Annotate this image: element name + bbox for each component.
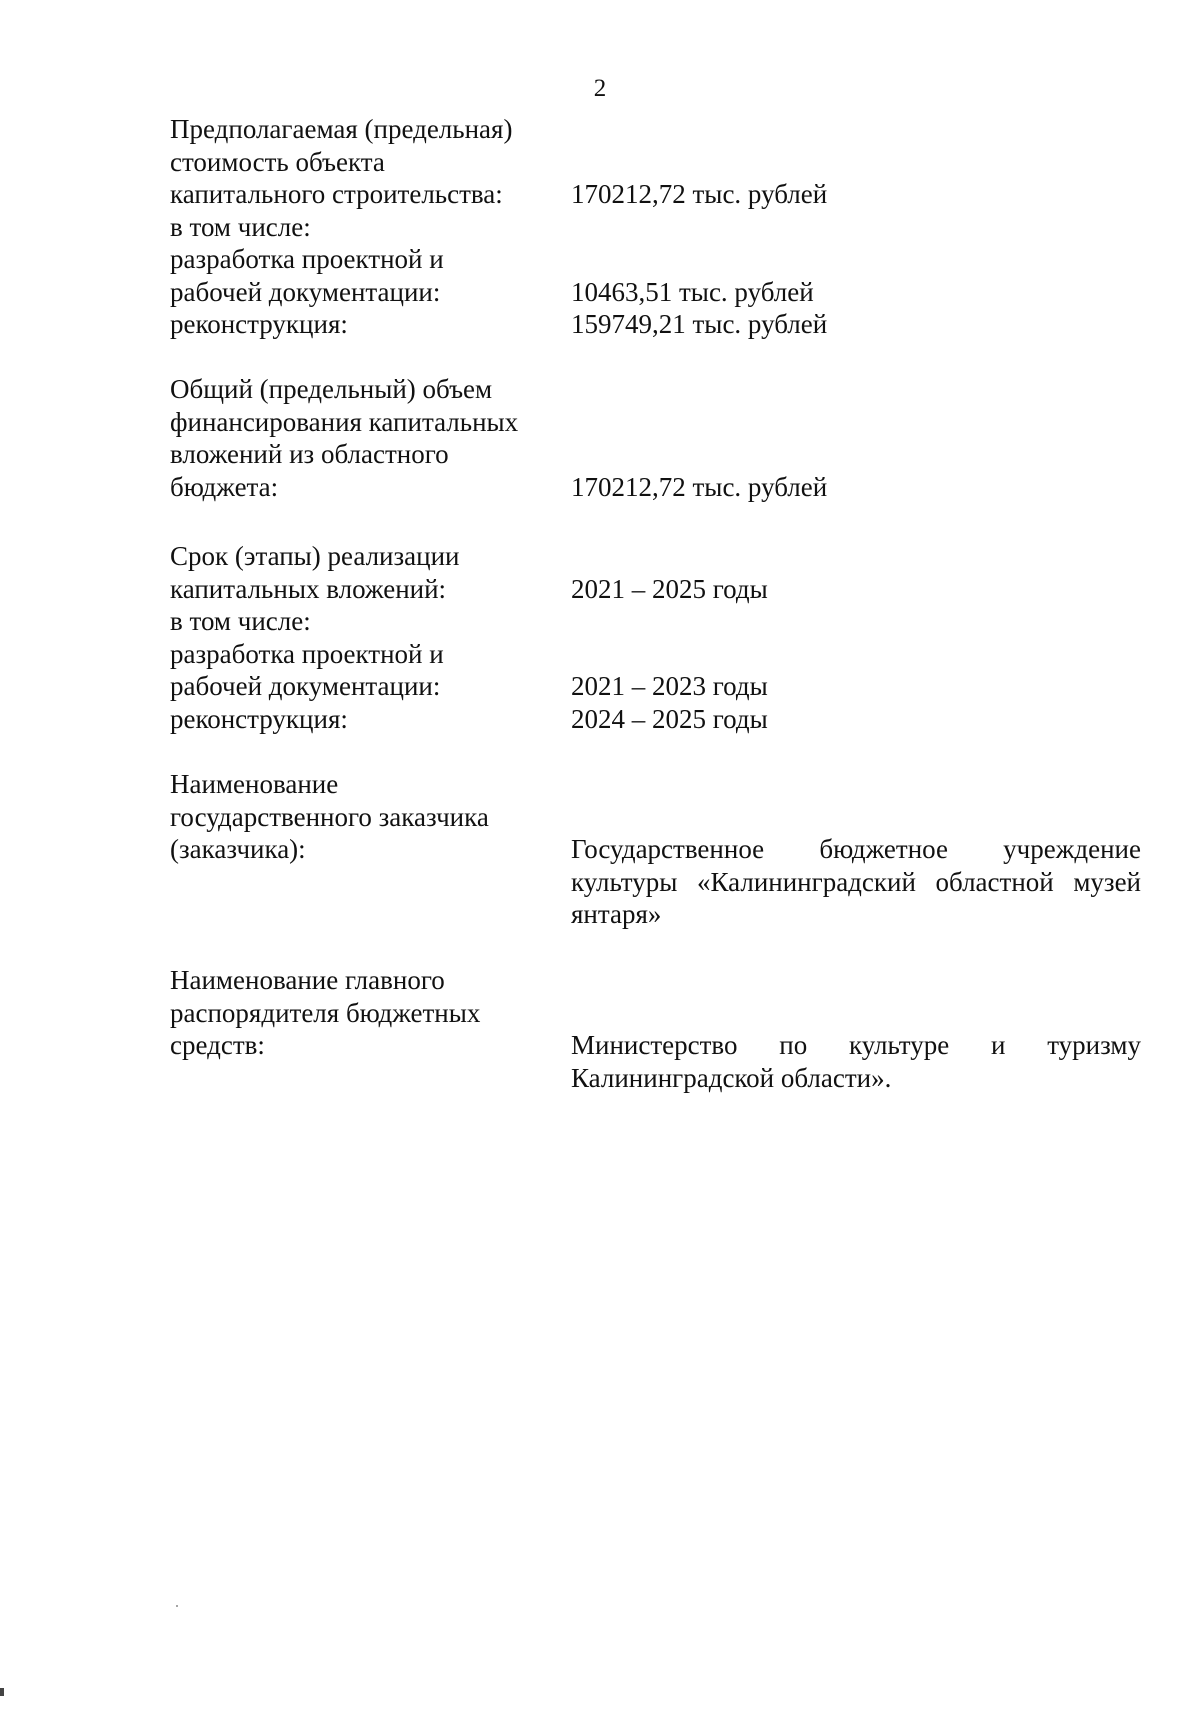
funding-label: бюджета:	[170, 471, 279, 502]
manager-word: туризму	[1047, 1030, 1141, 1060]
funding-line	[170, 373, 1140, 406]
manager-word: Калининградской области».	[571, 1062, 892, 1093]
customer-label: (заказчика):	[170, 834, 306, 864]
customer-word: областной	[935, 866, 1054, 897]
customer-word: «Калининградский	[696, 866, 916, 897]
cost-section	[170, 113, 1140, 341]
customer-word: бюджетное	[819, 834, 948, 864]
term-line	[170, 573, 1140, 606]
term-label: рабочей документации:	[170, 671, 441, 701]
funding-label: вложений из областного	[170, 439, 449, 469]
customer-line	[170, 801, 1140, 834]
term-label: Срок (этапы) реализации	[170, 541, 460, 571]
term-label: разработка проектной и	[170, 638, 444, 669]
cost-line	[170, 146, 1140, 179]
term-line	[170, 605, 1140, 638]
cost-line	[170, 276, 1140, 309]
total-cost-value: 170212,72 тыс. рублей	[571, 179, 828, 209]
cost-line	[170, 178, 1140, 211]
customer-word: музей	[1073, 866, 1141, 897]
cost-label: разработка проектной и	[170, 244, 444, 274]
manager-label: средств:	[170, 1030, 265, 1060]
term-label: в том числе:	[170, 606, 311, 636]
customer-word: культуры	[571, 866, 678, 897]
reconstruction-term-value: 2024 – 2025 годы	[571, 703, 768, 734]
funding-label: финансирования капитальных	[170, 406, 519, 437]
funding-line	[170, 471, 1140, 504]
manager-value-line	[571, 1029, 1141, 1062]
cost-label: в том числе:	[170, 211, 311, 242]
design-cost-value: 10463,51 тыс. рублей	[571, 276, 814, 307]
funding-line	[170, 438, 1140, 471]
manager-word: Министерство	[571, 1030, 738, 1060]
funding-label: Общий (предельный) объем	[170, 374, 493, 404]
manager-word: культуре	[848, 1030, 950, 1060]
customer-value	[571, 833, 1141, 931]
cost-label: стоимость объекта	[170, 146, 385, 177]
scan-speck	[176, 1605, 178, 1607]
customer-value-line	[571, 833, 1141, 866]
manager-line	[170, 997, 1140, 1030]
customer-label: государственного заказчика	[170, 801, 489, 832]
term-line	[170, 670, 1140, 703]
funding-section	[170, 373, 1140, 503]
term-line	[170, 540, 1140, 573]
customer-word: янтаря»	[571, 899, 662, 929]
customer-value-line	[571, 866, 1141, 899]
cost-label: рабочей документации:	[170, 276, 441, 307]
page-number: 2	[593, 75, 607, 102]
cost-label: Предполагаемая (предельная)	[170, 114, 513, 144]
manager-word: и	[990, 1030, 1006, 1060]
manager-value-line	[571, 1062, 1141, 1095]
customer-word: Государственное	[571, 834, 765, 864]
funding-value: 170212,72 тыс. рублей	[571, 471, 828, 502]
term-line	[170, 703, 1140, 736]
customer-label: Наименование	[170, 769, 339, 799]
cost-line	[170, 308, 1140, 341]
customer-value-line	[571, 898, 1141, 931]
term-section	[170, 540, 1140, 735]
reconstruction-cost-value: 159749,21 тыс. рублей	[571, 309, 828, 339]
term-label: капитальных вложений:	[170, 573, 447, 604]
funding-line	[170, 406, 1140, 439]
design-term-value: 2021 – 2023 годы	[571, 671, 768, 701]
term-line	[170, 638, 1140, 671]
total-term-value: 2021 – 2025 годы	[571, 573, 768, 604]
customer-line	[170, 768, 1140, 801]
scan-edge-mark	[0, 1688, 4, 1696]
manager-line	[170, 964, 1140, 997]
cost-label: капитального строительства:	[170, 179, 503, 209]
customer-word: учреждение	[1003, 834, 1141, 864]
manager-label: распорядителя бюджетных	[170, 997, 481, 1028]
term-label: реконструкция:	[170, 703, 348, 734]
cost-line	[170, 243, 1140, 276]
manager-word: по	[779, 1030, 808, 1060]
cost-line	[170, 211, 1140, 244]
manager-label: Наименование главного	[170, 965, 445, 995]
manager-value	[571, 1029, 1141, 1094]
cost-label: реконструкция:	[170, 309, 348, 339]
cost-line	[170, 113, 1140, 146]
